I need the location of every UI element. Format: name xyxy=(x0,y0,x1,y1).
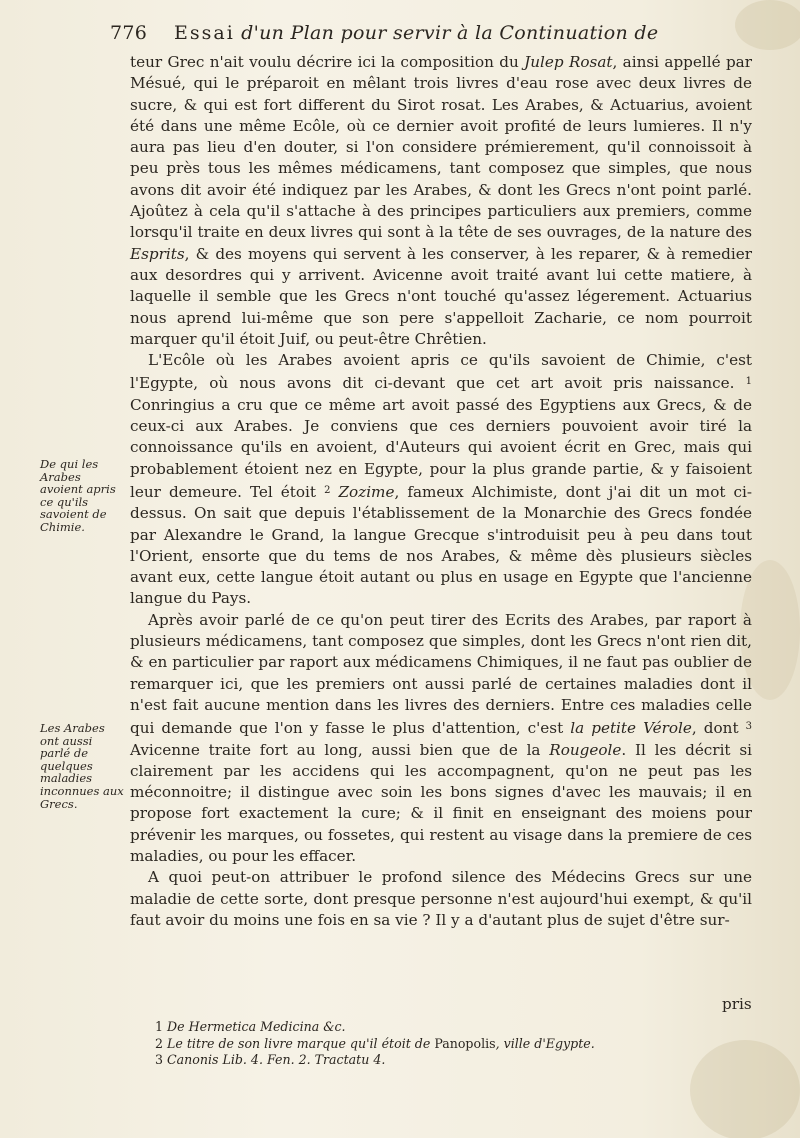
running-title-roman: Essai xyxy=(174,22,235,44)
text-run xyxy=(330,483,338,501)
paragraph-p2 xyxy=(130,350,752,610)
paragraph-p1 xyxy=(130,52,752,350)
footnote-number: 1 xyxy=(155,1019,164,1034)
paragraph-p4 xyxy=(130,867,752,931)
footnote-number: 3 xyxy=(155,1052,164,1067)
italic-term: la petite Vérole xyxy=(570,719,692,738)
footnote-text: Panopolis xyxy=(434,1035,496,1051)
footnote-number: 2 xyxy=(155,1035,164,1051)
running-header xyxy=(110,20,750,50)
text-run: A quoi peut-on attribuer le profond silence des Médecins Grecs sur une maladie de cette sorte, dont presque personne n'est aujourd'hui exempt, & qu'il faut avoir du moins une fois en sa vie ? Il y a d'autant plus de sujet d'être sur- xyxy=(130,868,752,929)
text-run: , ainsi appellé par Mésué, qui le préparoit en mêlant trois livres d'eau rose avec deux livres de sucre, & qui est fort different du Sirot rosat. Les Arabes, & Actuarius, avoient été dans une même Ecôle, où ce dernier avoit profité de leurs lumieres. Il n'y aura pas lieu d'en douter, si l'on considere prémierement, qu'il connoissoit à peu près tous les mêmes médicamens, tant composez que simples, que nous avons dit avoir été indiquez par les Arabes, & dont les Grecs n'ont point parlé. Ajoûtez à cela qu'il s'attache à des principes particuliers aux premiers, comme lorsqu'il traite en deux livres qui sont à la tête de ses ouvrages, de la nature des xyxy=(130,53,752,242)
footnotes xyxy=(155,1019,755,1069)
catchword: pris xyxy=(722,995,752,1013)
footnote-ref: 2 xyxy=(324,484,331,496)
footnote-text: Le titre de son livre marque qu'il étoit de xyxy=(167,1035,435,1051)
italic-term: Rougeole xyxy=(549,740,622,759)
body-text xyxy=(130,52,752,931)
margin-note-diseases: Les Arabes ont aussi parlé de quelques maladies inconnues aux Grecs. xyxy=(40,721,124,811)
footnote-text: , ville d'Egypte. xyxy=(495,1035,595,1051)
text-run: L'Ecôle où les Arabes avoient apris ce qu'ils savoient de Chimie, c'est l'Egypte, où nous avons dit ci-devant que cet art avoit pris naissance. xyxy=(130,351,752,393)
italic-term: Zozime xyxy=(338,482,395,501)
footnote-ref: 1 xyxy=(745,376,752,388)
italic-term: Julep Rosat xyxy=(524,53,613,71)
footnote-2 xyxy=(155,1036,755,1053)
text-run: , dont xyxy=(691,719,746,738)
footnote-text: Canonis Lib. 4. Fen. 2. Tractatu 4. xyxy=(167,1052,386,1067)
page-number: 776 xyxy=(110,22,148,44)
text-run: . Il les décrit si clairement par les accidens qui les accompagnent, qu'on ne peut pas les méconnoitre; il distingue avec soin les bons signes d'avec les mauvais; il en propose fort exactement la cure; & il finit en enseignant des moiens pour prévenir les marques, ou fossetes, qui restent au visage dans la premiere de ces maladies, ou pour les effacer. xyxy=(130,740,752,865)
running-title-italic: d'un Plan pour servir à la Continuation de xyxy=(241,22,659,44)
text-run: Avicenne traite fort au long, aussi bien que de la xyxy=(130,740,550,759)
footnote-1 xyxy=(155,1019,755,1036)
text-run: teur Grec n'ait voulu décrire ici la composition du xyxy=(130,53,525,71)
text-run: Après avoir parlé de ce qu'on peut tirer des Ecrits des Arabes, par raport à plusieurs médicamens, tant composez que simples, dont les Grecs n'ont rien dit, & en particulier par raport aux médicamens Chimiques, il ne faut pas oublier de remarquer ici, que les premiers ont aussi parlé de certaines maladies dont il n'est fait aucune mention dans les livres des derniers. Entre ces maladies celle qui demande que l'on y fasse le plus d'attention, c'est xyxy=(130,610,752,738)
paragraph-p3 xyxy=(130,610,752,868)
text-run: , fameux Alchimiste, dont j'ai dit un mot ci-dessus. On sait que depuis l'établissement de la Monarchie des Grecs fondée par Alexandre le Grand, la langue Grecque s'introduisit peu à peu dans tout l'Orient, ensorte que du tems de nos Arabes, & même dès plusieurs siècles avant eux, cette langue étoit autant ou plus en usage en Egypte que l'ancienne langue du Pays. xyxy=(130,482,752,608)
footnote-text: De Hermetica Medicina &c. xyxy=(167,1019,346,1034)
text-run: , & des moyens qui servent à les conserver, à les reparer, & à remedier aux desordres qui y arrivent. Avicenne avoit traité avant lui cette matiere, à laquelle il semble que les Grecs n'ont touché qu'assez légerement. Actuarius nous aprend lui-même que son pere s'appelloit Zacharie, ce nom pourroit marquer qu'il étoit Juif, ou peut-être Chrêtien. xyxy=(130,244,752,348)
text-run: Conringius a cru que ce même art avoit passé des Egyptiens aux Grecs, & de ceux-ci aux Arabes. Je conviens que ces derniers pouvoient avoir tiré la connoissance qu'ils en avoient, d'Auteurs qui avoient écrit en Grec, mais qui probablement étoient nez en Egypte, pour la plus grande partie, & y faisoient leur demeure. Tel étoit xyxy=(130,395,752,501)
running-title xyxy=(174,22,658,44)
footnote-3 xyxy=(155,1052,755,1069)
margin-note-chemistry: De qui les Arabes avoient apris ce qu'ils savoient de Chimie. xyxy=(40,457,116,534)
italic-term: Esprits xyxy=(130,244,185,263)
footnote-ref: 3 xyxy=(745,721,752,733)
